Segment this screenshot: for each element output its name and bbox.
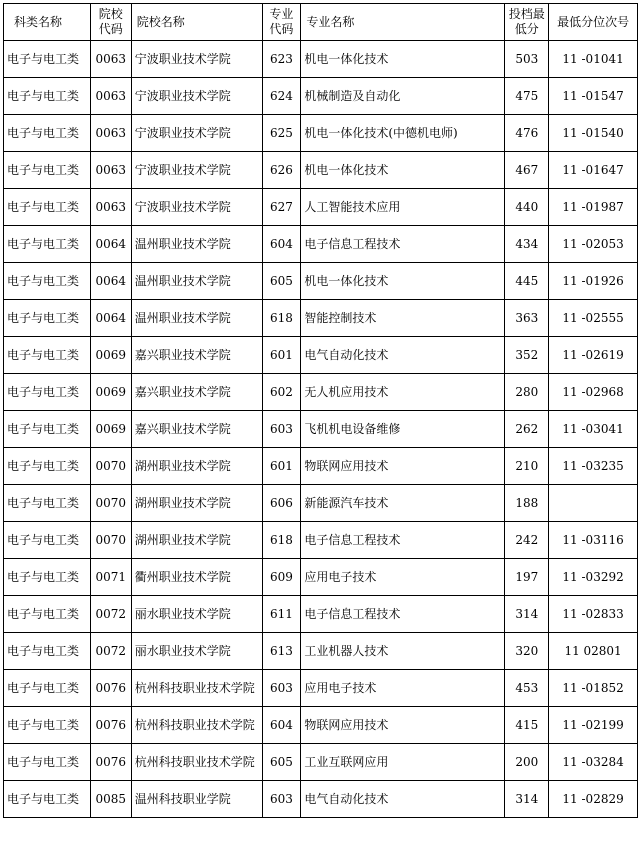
- cell-min-score: 467: [505, 152, 549, 189]
- cell-min-rank: 11 -03235: [549, 448, 638, 485]
- cell-category: 电子与电工类: [4, 559, 91, 596]
- table-row: [4, 300, 638, 337]
- cell-major-code: 623: [262, 41, 301, 78]
- cell-category: 电子与电工类: [4, 522, 91, 559]
- cell-category: 电子与电工类: [4, 337, 91, 374]
- cell-major-code: 618: [262, 300, 301, 337]
- cell-category: 电子与电工类: [4, 596, 91, 633]
- cell-school-code: 0063: [90, 41, 131, 78]
- cell-major-name: 物联网应用技术: [301, 448, 505, 485]
- cell-major-code: 605: [262, 744, 301, 781]
- cell-major-code: 602: [262, 374, 301, 411]
- header-min-rank: 最低分位次号: [549, 4, 638, 41]
- cell-major-code: 604: [262, 226, 301, 263]
- cell-min-rank: 11 -01540: [549, 115, 638, 152]
- cell-school-code: 0064: [90, 226, 131, 263]
- cell-major-name: 新能源汽车技术: [301, 485, 505, 522]
- header-school-name: 院校名称: [131, 4, 262, 41]
- cell-min-rank: 11 -01926: [549, 263, 638, 300]
- cell-min-score: 363: [505, 300, 549, 337]
- table-row: [4, 522, 638, 559]
- cell-category: 电子与电工类: [4, 115, 91, 152]
- cell-school-name: 丽水职业技术学院: [131, 596, 262, 633]
- cell-category: 电子与电工类: [4, 411, 91, 448]
- cell-school-code: 0069: [90, 374, 131, 411]
- cell-min-score: 475: [505, 78, 549, 115]
- cell-min-rank: 11 -01041: [549, 41, 638, 78]
- cell-min-score: 434: [505, 226, 549, 263]
- cell-min-score: 453: [505, 670, 549, 707]
- cell-min-score: 352: [505, 337, 549, 374]
- cell-min-score: 280: [505, 374, 549, 411]
- cell-school-name: 温州职业技术学院: [131, 300, 262, 337]
- cell-school-name: 温州职业技术学院: [131, 263, 262, 300]
- cell-school-name: 温州科技职业学院: [131, 781, 262, 818]
- cell-school-code: 0064: [90, 300, 131, 337]
- cell-major-code: 601: [262, 448, 301, 485]
- cell-min-rank: 11 -02619: [549, 337, 638, 374]
- cell-category: 电子与电工类: [4, 189, 91, 226]
- table-row: [4, 485, 638, 522]
- cell-major-code: 627: [262, 189, 301, 226]
- cell-school-code: 0063: [90, 152, 131, 189]
- table-row: [4, 374, 638, 411]
- header-school-code: 院校代码: [90, 4, 131, 41]
- cell-major-code: 604: [262, 707, 301, 744]
- cell-min-score: 445: [505, 263, 549, 300]
- cell-major-code: 605: [262, 263, 301, 300]
- cell-school-name: 宁波职业技术学院: [131, 152, 262, 189]
- table-row: [4, 78, 638, 115]
- cell-school-code: 0063: [90, 78, 131, 115]
- cell-min-rank: 11 -01987: [549, 189, 638, 226]
- cell-major-name: 无人机应用技术: [301, 374, 505, 411]
- table-row: [4, 633, 638, 670]
- cell-major-code: 624: [262, 78, 301, 115]
- cell-major-name: 应用电子技术: [301, 670, 505, 707]
- cell-category: 电子与电工类: [4, 670, 91, 707]
- cell-major-code: 618: [262, 522, 301, 559]
- cell-min-score: 314: [505, 596, 549, 633]
- cell-major-code: 603: [262, 670, 301, 707]
- cell-category: 电子与电工类: [4, 226, 91, 263]
- cell-school-code: 0076: [90, 744, 131, 781]
- cell-school-name: 温州职业技术学院: [131, 226, 262, 263]
- cell-min-score: 476: [505, 115, 549, 152]
- cell-school-name: 宁波职业技术学院: [131, 189, 262, 226]
- table-row: [4, 559, 638, 596]
- cell-min-score: 415: [505, 707, 549, 744]
- cell-major-name: 人工智能技术应用: [301, 189, 505, 226]
- cell-school-code: 0076: [90, 707, 131, 744]
- cell-school-code: 0070: [90, 485, 131, 522]
- cell-category: 电子与电工类: [4, 374, 91, 411]
- cell-min-score: 440: [505, 189, 549, 226]
- cell-major-name: 机械制造及自动化: [301, 78, 505, 115]
- cell-school-name: 湖州职业技术学院: [131, 485, 262, 522]
- cell-major-code: 613: [262, 633, 301, 670]
- cell-min-score: 188: [505, 485, 549, 522]
- table-row: [4, 41, 638, 78]
- cell-min-score: 262: [505, 411, 549, 448]
- cell-min-rank: 11 02801: [549, 633, 638, 670]
- cell-school-name: 嘉兴职业技术学院: [131, 337, 262, 374]
- cell-school-code: 0069: [90, 337, 131, 374]
- table-header-row: [4, 4, 638, 41]
- cell-min-score: 242: [505, 522, 549, 559]
- cell-min-rank: 11 -02833: [549, 596, 638, 633]
- cell-major-name: 机电一体化技术: [301, 152, 505, 189]
- table-row: [4, 448, 638, 485]
- cell-min-rank: 11 -01647: [549, 152, 638, 189]
- cell-category: 电子与电工类: [4, 448, 91, 485]
- table-row: [4, 707, 638, 744]
- cell-school-code: 0070: [90, 448, 131, 485]
- cell-school-code: 0076: [90, 670, 131, 707]
- cell-min-rank: 11 -01547: [549, 78, 638, 115]
- cell-min-rank: 11 -03284: [549, 744, 638, 781]
- cell-school-code: 0069: [90, 411, 131, 448]
- cell-min-rank: 11 -03116: [549, 522, 638, 559]
- cell-major-code: 625: [262, 115, 301, 152]
- cell-major-name: 电子信息工程技术: [301, 596, 505, 633]
- table-row: [4, 781, 638, 818]
- table-row: [4, 263, 638, 300]
- table-row: [4, 115, 638, 152]
- cell-min-rank: 11 -02199: [549, 707, 638, 744]
- admission-score-table: [3, 3, 638, 818]
- cell-min-score: 320: [505, 633, 549, 670]
- table-row: [4, 337, 638, 374]
- cell-school-name: 丽水职业技术学院: [131, 633, 262, 670]
- cell-min-rank: 11 -02555: [549, 300, 638, 337]
- table-row: [4, 411, 638, 448]
- cell-school-name: 湖州职业技术学院: [131, 448, 262, 485]
- table-row: [4, 189, 638, 226]
- cell-min-rank: 11 -03292: [549, 559, 638, 596]
- cell-major-name: 电子信息工程技术: [301, 226, 505, 263]
- cell-major-name: 机电一体化技术: [301, 41, 505, 78]
- cell-category: 电子与电工类: [4, 41, 91, 78]
- cell-major-name: 工业机器人技术: [301, 633, 505, 670]
- cell-major-name: 应用电子技术: [301, 559, 505, 596]
- cell-school-name: 杭州科技职业技术学院: [131, 670, 262, 707]
- cell-major-code: 601: [262, 337, 301, 374]
- cell-min-score: 314: [505, 781, 549, 818]
- cell-category: 电子与电工类: [4, 485, 91, 522]
- cell-major-name: 机电一体化技术: [301, 263, 505, 300]
- cell-school-code: 0072: [90, 633, 131, 670]
- cell-school-code: 0071: [90, 559, 131, 596]
- cell-major-code: 603: [262, 411, 301, 448]
- table-row: [4, 152, 638, 189]
- cell-school-code: 0063: [90, 115, 131, 152]
- header-category: 科类名称: [4, 4, 91, 41]
- cell-category: 电子与电工类: [4, 781, 91, 818]
- cell-school-code: 0072: [90, 596, 131, 633]
- cell-major-code: 609: [262, 559, 301, 596]
- cell-major-name: 电子信息工程技术: [301, 522, 505, 559]
- cell-min-rank: 11 -03041: [549, 411, 638, 448]
- cell-major-name: 机电一体化技术(中德机电师): [301, 115, 505, 152]
- cell-major-code: 611: [262, 596, 301, 633]
- cell-major-name: 电气自动化技术: [301, 781, 505, 818]
- cell-school-name: 杭州科技职业技术学院: [131, 707, 262, 744]
- table-body: [4, 41, 638, 818]
- cell-min-score: 197: [505, 559, 549, 596]
- cell-category: 电子与电工类: [4, 633, 91, 670]
- cell-school-code: 0070: [90, 522, 131, 559]
- cell-major-name: 智能控制技术: [301, 300, 505, 337]
- cell-major-name: 工业互联网应用: [301, 744, 505, 781]
- cell-school-name: 嘉兴职业技术学院: [131, 374, 262, 411]
- cell-category: 电子与电工类: [4, 707, 91, 744]
- cell-category: 电子与电工类: [4, 744, 91, 781]
- cell-min-rank: 11 -02053: [549, 226, 638, 263]
- cell-school-name: 宁波职业技术学院: [131, 78, 262, 115]
- cell-school-name: 宁波职业技术学院: [131, 41, 262, 78]
- cell-min-rank: 11 -02829: [549, 781, 638, 818]
- cell-min-score: 200: [505, 744, 549, 781]
- table-row: [4, 744, 638, 781]
- cell-major-name: 物联网应用技术: [301, 707, 505, 744]
- header-major-name: 专业名称: [301, 4, 505, 41]
- cell-min-score: 210: [505, 448, 549, 485]
- cell-school-name: 湖州职业技术学院: [131, 522, 262, 559]
- cell-major-name: 电气自动化技术: [301, 337, 505, 374]
- cell-min-score: 503: [505, 41, 549, 78]
- cell-major-name: 飞机机电设备维修: [301, 411, 505, 448]
- cell-min-rank: 11 -01852: [549, 670, 638, 707]
- cell-school-name: 杭州科技职业技术学院: [131, 744, 262, 781]
- cell-category: 电子与电工类: [4, 300, 91, 337]
- cell-category: 电子与电工类: [4, 78, 91, 115]
- cell-school-code: 0085: [90, 781, 131, 818]
- cell-category: 电子与电工类: [4, 152, 91, 189]
- cell-school-code: 0064: [90, 263, 131, 300]
- cell-min-rank: [549, 485, 638, 522]
- cell-school-name: 嘉兴职业技术学院: [131, 411, 262, 448]
- cell-min-rank: 11 -02968: [549, 374, 638, 411]
- cell-school-name: 宁波职业技术学院: [131, 115, 262, 152]
- cell-school-code: 0063: [90, 189, 131, 226]
- header-min-score: 投档最低分: [505, 4, 549, 41]
- cell-category: 电子与电工类: [4, 263, 91, 300]
- header-major-code: 专业代码: [262, 4, 301, 41]
- table-row: [4, 226, 638, 263]
- table-row: [4, 670, 638, 707]
- cell-major-code: 603: [262, 781, 301, 818]
- cell-school-name: 衢州职业技术学院: [131, 559, 262, 596]
- cell-major-code: 626: [262, 152, 301, 189]
- cell-major-code: 606: [262, 485, 301, 522]
- table-row: [4, 596, 638, 633]
